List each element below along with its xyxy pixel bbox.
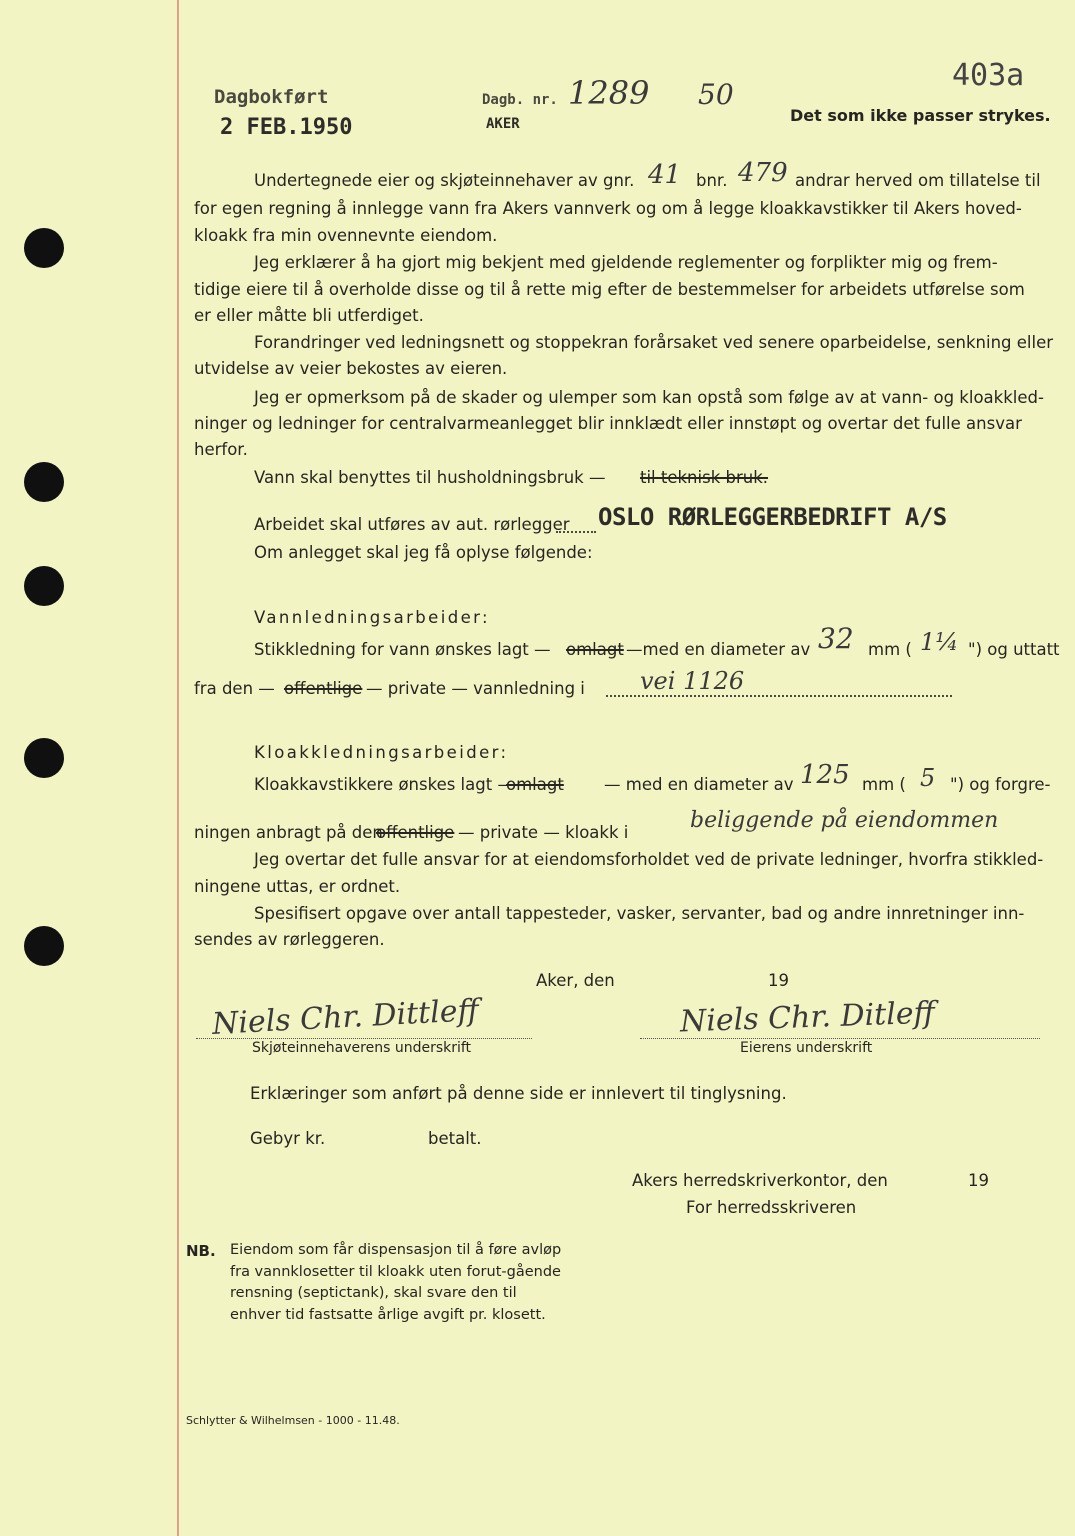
fee-label: Gebyr kr. bbox=[250, 1129, 326, 1148]
sewer-line-2b: — private — kloakk i bbox=[458, 823, 629, 842]
p1-line-2: tidige eiere til å overholde disse og til å rette mig efter de bestemmelser for arbeidets utførelse som bbox=[194, 280, 1025, 299]
nb-label: NB. bbox=[186, 1242, 216, 1260]
p1-line-3: er eller måtte bli utferdiget. bbox=[194, 306, 424, 325]
office-year: 19 bbox=[968, 1171, 989, 1190]
rorlegger-stamp: OSLO RØRLEGGERBEDRIFT A/S bbox=[598, 503, 947, 531]
water-line-1c: ") og uttatt bbox=[968, 640, 1060, 659]
p2-line-2: utvidelse av veier bekostes av eieren. bbox=[194, 359, 508, 378]
water-hand-vei: vei 1126 bbox=[640, 667, 745, 695]
header-note: Det som ikke passer strykes. bbox=[790, 106, 1051, 125]
nb-text: Eiendom som får dispensasjon til å føre avløp fra vannklosetter til kloakk uten forut-gående rensning (septictank), skal svare den til enhver tid fastsatte årlige avgift pr. klosett. bbox=[230, 1242, 562, 1323]
signature-line bbox=[196, 1038, 532, 1039]
p3-line-3: herfor. bbox=[194, 440, 248, 459]
signature-line bbox=[640, 1038, 1040, 1039]
page-number: 403a bbox=[952, 58, 1025, 93]
margin-rule bbox=[177, 0, 179, 1536]
place-year: 19 bbox=[768, 971, 789, 990]
p3-line-1: Jeg er opmerksom på de skader og ulemper som kan opstå som følge av at vann- og kloakkled- bbox=[254, 388, 1044, 407]
p3-line-2: ninger og ledninger for centralvarmeanlegget blir innklædt eller innstøpt og overtar det fulle ansvar bbox=[194, 414, 1022, 433]
dotted-line bbox=[606, 695, 952, 697]
sewer-line-2a: ningen anbragt på den bbox=[194, 823, 383, 842]
dotted-line bbox=[556, 531, 596, 533]
signature-owner-label: Eierens underskrift bbox=[740, 1040, 873, 1056]
aker-stamp: AKER bbox=[486, 116, 520, 132]
intro-line-2: for egen regning å innlegge vann fra Akers vannverk og om å legge kloakkavstikker til Akers hoved- bbox=[194, 199, 1022, 218]
punch-hole bbox=[24, 926, 64, 966]
water-mm-value: 32 bbox=[818, 622, 854, 655]
water-line-1b: —med en diameter av bbox=[626, 640, 811, 659]
water-line-1: Stikkledning for vann ønskes lagt — bbox=[254, 640, 551, 659]
intro-text-1: Undertegnede eier og skjøteinnehaver av gnr. bbox=[254, 171, 635, 190]
water-heading: Vannledningsarbeider: bbox=[254, 608, 490, 627]
paid-label: betalt. bbox=[428, 1129, 482, 1148]
registration-statement: Erklæringer som anført på denne side er innlevert til tinglysning. bbox=[250, 1084, 787, 1103]
dagb-nr-year: 50 bbox=[698, 78, 734, 111]
sewer-inch-value: 5 bbox=[920, 764, 936, 792]
p1-line-1: Jeg erklærer å ha gjort mig bekjent med gjeldende reglementer og forplikter mig og frem- bbox=[254, 253, 998, 272]
resp-line-2: ningene uttas, er ordnet. bbox=[194, 877, 401, 896]
dagb-nr-value: 1289 bbox=[568, 74, 650, 112]
dagbok-stamp-label: Dagbokført bbox=[214, 86, 329, 108]
printer-imprint: Schlytter & Wilhelmsen - 1000 - 11.48. bbox=[186, 1414, 400, 1427]
resp-line-1: Jeg overtar det fulle ansvar for at eiendomsforholdet ved de private ledninger, hvorfra stikkled- bbox=[254, 850, 1044, 869]
sewer-line-1b: — med en diameter av bbox=[604, 775, 794, 794]
water-line-2b: — private — vannledning i bbox=[366, 679, 585, 698]
usage-label: Vann skal benyttes til husholdningsbruk — bbox=[254, 468, 606, 487]
sewer-line-1c: ") og forgre- bbox=[950, 775, 1051, 794]
for-herredsskriveren: For herredsskriveren bbox=[686, 1198, 857, 1217]
punch-hole bbox=[24, 738, 64, 778]
sewer-struck-2: offentlige bbox=[376, 823, 455, 842]
punch-hole bbox=[24, 566, 64, 606]
office-line: Akers herredskriverkontor, den bbox=[632, 1171, 888, 1190]
water-struck-2: offentlige bbox=[284, 679, 363, 698]
gnr-value: 41 bbox=[648, 160, 682, 190]
sewer-line-1: Kloakkavstikkere ønskes lagt — bbox=[254, 775, 514, 794]
work-info: Om anlegget skal jeg få oplyse følgende: bbox=[254, 543, 593, 562]
water-line-2a: fra den — bbox=[194, 679, 275, 698]
place-date: Aker, den bbox=[536, 971, 615, 990]
signature-owner: Niels Chr. Ditleff bbox=[679, 995, 936, 1040]
punch-hole bbox=[24, 228, 64, 268]
sewer-heading: Kloakkledningsarbeider: bbox=[254, 743, 509, 762]
resp-line-4: sendes av rørleggeren. bbox=[194, 930, 385, 949]
signature-deed-holder: Niels Chr. Dittleff bbox=[211, 993, 480, 1042]
water-inch-value: 1¼ bbox=[920, 628, 959, 656]
intro-line-3: kloakk fra min ovennevnte eiendom. bbox=[194, 226, 498, 245]
dagbok-stamp-date: 2 FEB.1950 bbox=[220, 115, 353, 140]
signature-deed-holder-label: Skjøteinnehaverens underskrift bbox=[252, 1040, 472, 1056]
water-mm-label: mm ( bbox=[868, 640, 912, 659]
sewer-mm-label: mm ( bbox=[862, 775, 906, 794]
bnr-value: 479 bbox=[738, 158, 788, 188]
water-struck: omlagt bbox=[566, 640, 624, 659]
sewer-struck: omlagt bbox=[506, 775, 564, 794]
usage-struck: til teknisk bruk. bbox=[640, 468, 769, 487]
dagb-nr-label: Dagb. nr. bbox=[482, 92, 558, 108]
resp-line-3: Spesifisert opgave over antall tappesteder, vasker, servanter, bad og andre innretninger inn- bbox=[254, 904, 1025, 923]
sewer-hand-location: beliggende på eiendommen bbox=[690, 808, 999, 833]
work-label: Arbeidet skal utføres av aut. rørlegger bbox=[254, 515, 570, 534]
p2-line-1: Forandringer ved ledningsnett og stoppekran forårsaket ved senere oparbeidelse, senkning eller bbox=[254, 333, 1054, 352]
sewer-mm-value: 125 bbox=[800, 760, 850, 790]
intro-text-2: bnr. bbox=[696, 171, 728, 190]
punch-hole bbox=[24, 462, 64, 502]
intro-text-3: andrar herved om tillatelse til bbox=[795, 171, 1041, 190]
